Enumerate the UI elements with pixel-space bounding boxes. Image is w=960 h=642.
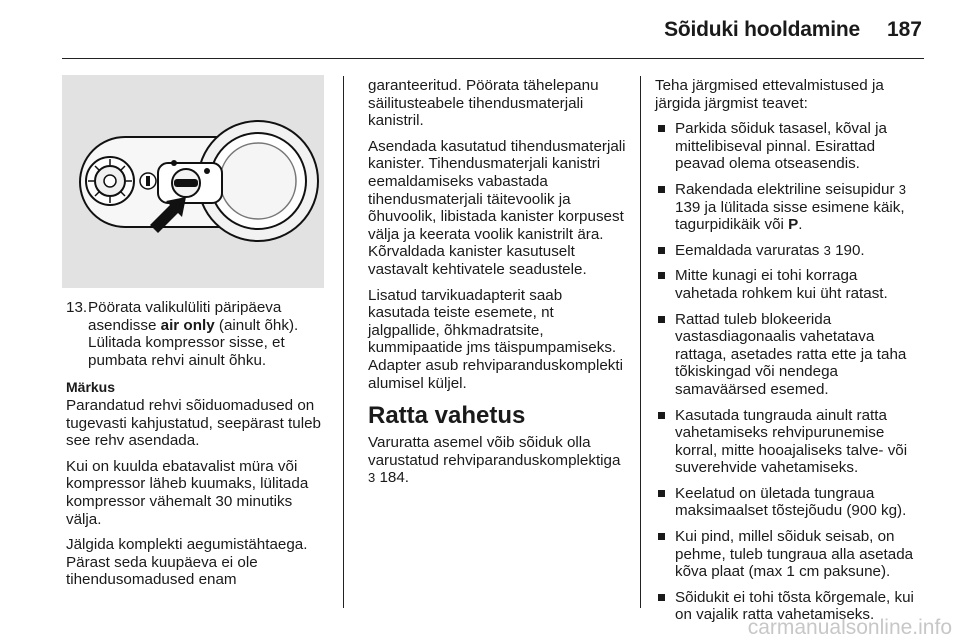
- list-item: [655, 181, 923, 234]
- step-number: 13.: [66, 299, 88, 316]
- column-divider: [343, 76, 344, 608]
- intro-paragraph: Teha järgmised ettevalmistused ja järgida järgmist teavet:: [655, 77, 884, 112]
- list-item-text: Rattad tuleb blokeerida vastasdiagonaalis vahetatava rattaga, asetades ratta ette ja taha tõkiskingad või nendega samaväärsed esemed.: [675, 310, 907, 398]
- paragraph: Lisatud tarvikuadapterit saab kasutada teiste esemete, nt jalgpallide, õhkmadratsite, kummipaatide jms täispumpamiseks. Adapter asub rehviparanduskomplekti alumisel küljel.: [368, 286, 623, 392]
- list-item: [655, 485, 923, 520]
- page-reference: 190.: [835, 241, 865, 259]
- compressor-dial-illustration: [62, 75, 324, 288]
- page-number: 187: [886, 18, 922, 41]
- list-item-text: Parkida sõiduk tasasel, kõval ja mittelibiseval pinnal. Esirattad peavad olema otseasendis.: [675, 120, 887, 173]
- paragraph: [368, 434, 628, 487]
- column-divider: [640, 76, 641, 608]
- watermark: carmanualsonline.info: [747, 616, 952, 639]
- page-header-title: Sõiduki hooldamine: [664, 18, 860, 41]
- column-middle: [368, 77, 628, 495]
- list-item: [655, 407, 923, 477]
- paragraph: Asendada kasutatud tihendusmaterjali kanister. Tihendusmaterjali kanistri eemaldamiseks vabastada tihendusmaterjali täitevoolik ja õhuvoolik, libistada kanister korpusest välja ja keerata voolik kanistrilt ära. Kõrvaldada kanister kasutuselt vastavalt kehtivatele seadustele.: [368, 137, 626, 278]
- list-item-text: Sõidukit ei tohi tõsta kõrgemale, kui on vajalik ratta vahetamiseks.: [675, 588, 914, 624]
- paragraph-text: Varuratta asemel võib sõiduk olla varustatud rehviparanduskomplektiga: [368, 434, 621, 469]
- list-item: [655, 242, 923, 260]
- notice-paragraph: Parandatud rehvi sõiduomadused on tugevasti kahjustatud, seepärast tuleb see rehv asendada.: [66, 396, 321, 450]
- list-item-text: .: [798, 216, 803, 234]
- page-reference-icon: 3: [823, 242, 831, 258]
- compressor-dial-drawing: [62, 75, 324, 288]
- column-right: [655, 77, 923, 632]
- list-item-text: Rakendada elektriline seisupidur: [675, 180, 895, 198]
- preparation-list: [655, 120, 923, 624]
- list-item: [655, 267, 923, 302]
- step-13: [66, 299, 328, 369]
- list-item: [655, 120, 923, 173]
- list-item: [655, 528, 923, 581]
- page-reference-icon: 3: [898, 181, 906, 197]
- step-text-end: (ainult õhk). Lülitada kompressor sisse, et pumbata rehvi ainult õhku.: [88, 316, 299, 369]
- paragraph: garanteeritud. Pöörata tähelepanu säilitusteabele tihendusmaterjali kanistril.: [368, 77, 599, 130]
- gear-p-label: P: [788, 216, 799, 234]
- header-rule: [62, 58, 924, 59]
- section-heading: Ratta vahetus: [368, 402, 526, 430]
- page-reference: 184.: [379, 469, 410, 487]
- step-text-start: Pöörata valikulüliti päripäeva asendisse: [88, 299, 282, 334]
- list-item-text: Eemaldada varuratas: [675, 241, 820, 259]
- list-item-text: Kui pind, millel sõiduk seisab, on pehme, tuleb tungraua alla asetada kõva plaat (max 1 cm paksune).: [675, 528, 914, 581]
- step-mode-air-only: air only: [160, 316, 215, 334]
- list-item: [655, 311, 923, 399]
- notice-paragraph: Kui on kuulda ebatavalist müra või kompressor läheb kuumaks, lülitada kompressor vähemalt 30 minutiks välja.: [66, 457, 309, 528]
- list-item-text: Mitte kunagi ei tohi korraga vahetada rohkem kui üht ratast.: [675, 267, 888, 302]
- list-item-text: 139 ja lülitada sisse esimene käik, tagurpidikäik või: [675, 198, 905, 234]
- column-left: [66, 299, 328, 597]
- list-item-text: Keelatud on ületada tungraua maksimaalset tõstejõudu (900 kg).: [675, 484, 907, 520]
- list-item-text: Kasutada tungrauda ainult ratta vahetamiseks rehvipurunemise korral, mitte hooajaliseks talve- või suverehvide vahetamiseks.: [675, 406, 908, 477]
- notice-heading: Märkus: [66, 379, 116, 396]
- page-reference-icon: 3: [368, 470, 376, 486]
- notice-paragraph: Jälgida komplekti aegumistähtaega. Pärast seda kuupäeva ei ole tihendusomadused enam: [66, 536, 308, 589]
